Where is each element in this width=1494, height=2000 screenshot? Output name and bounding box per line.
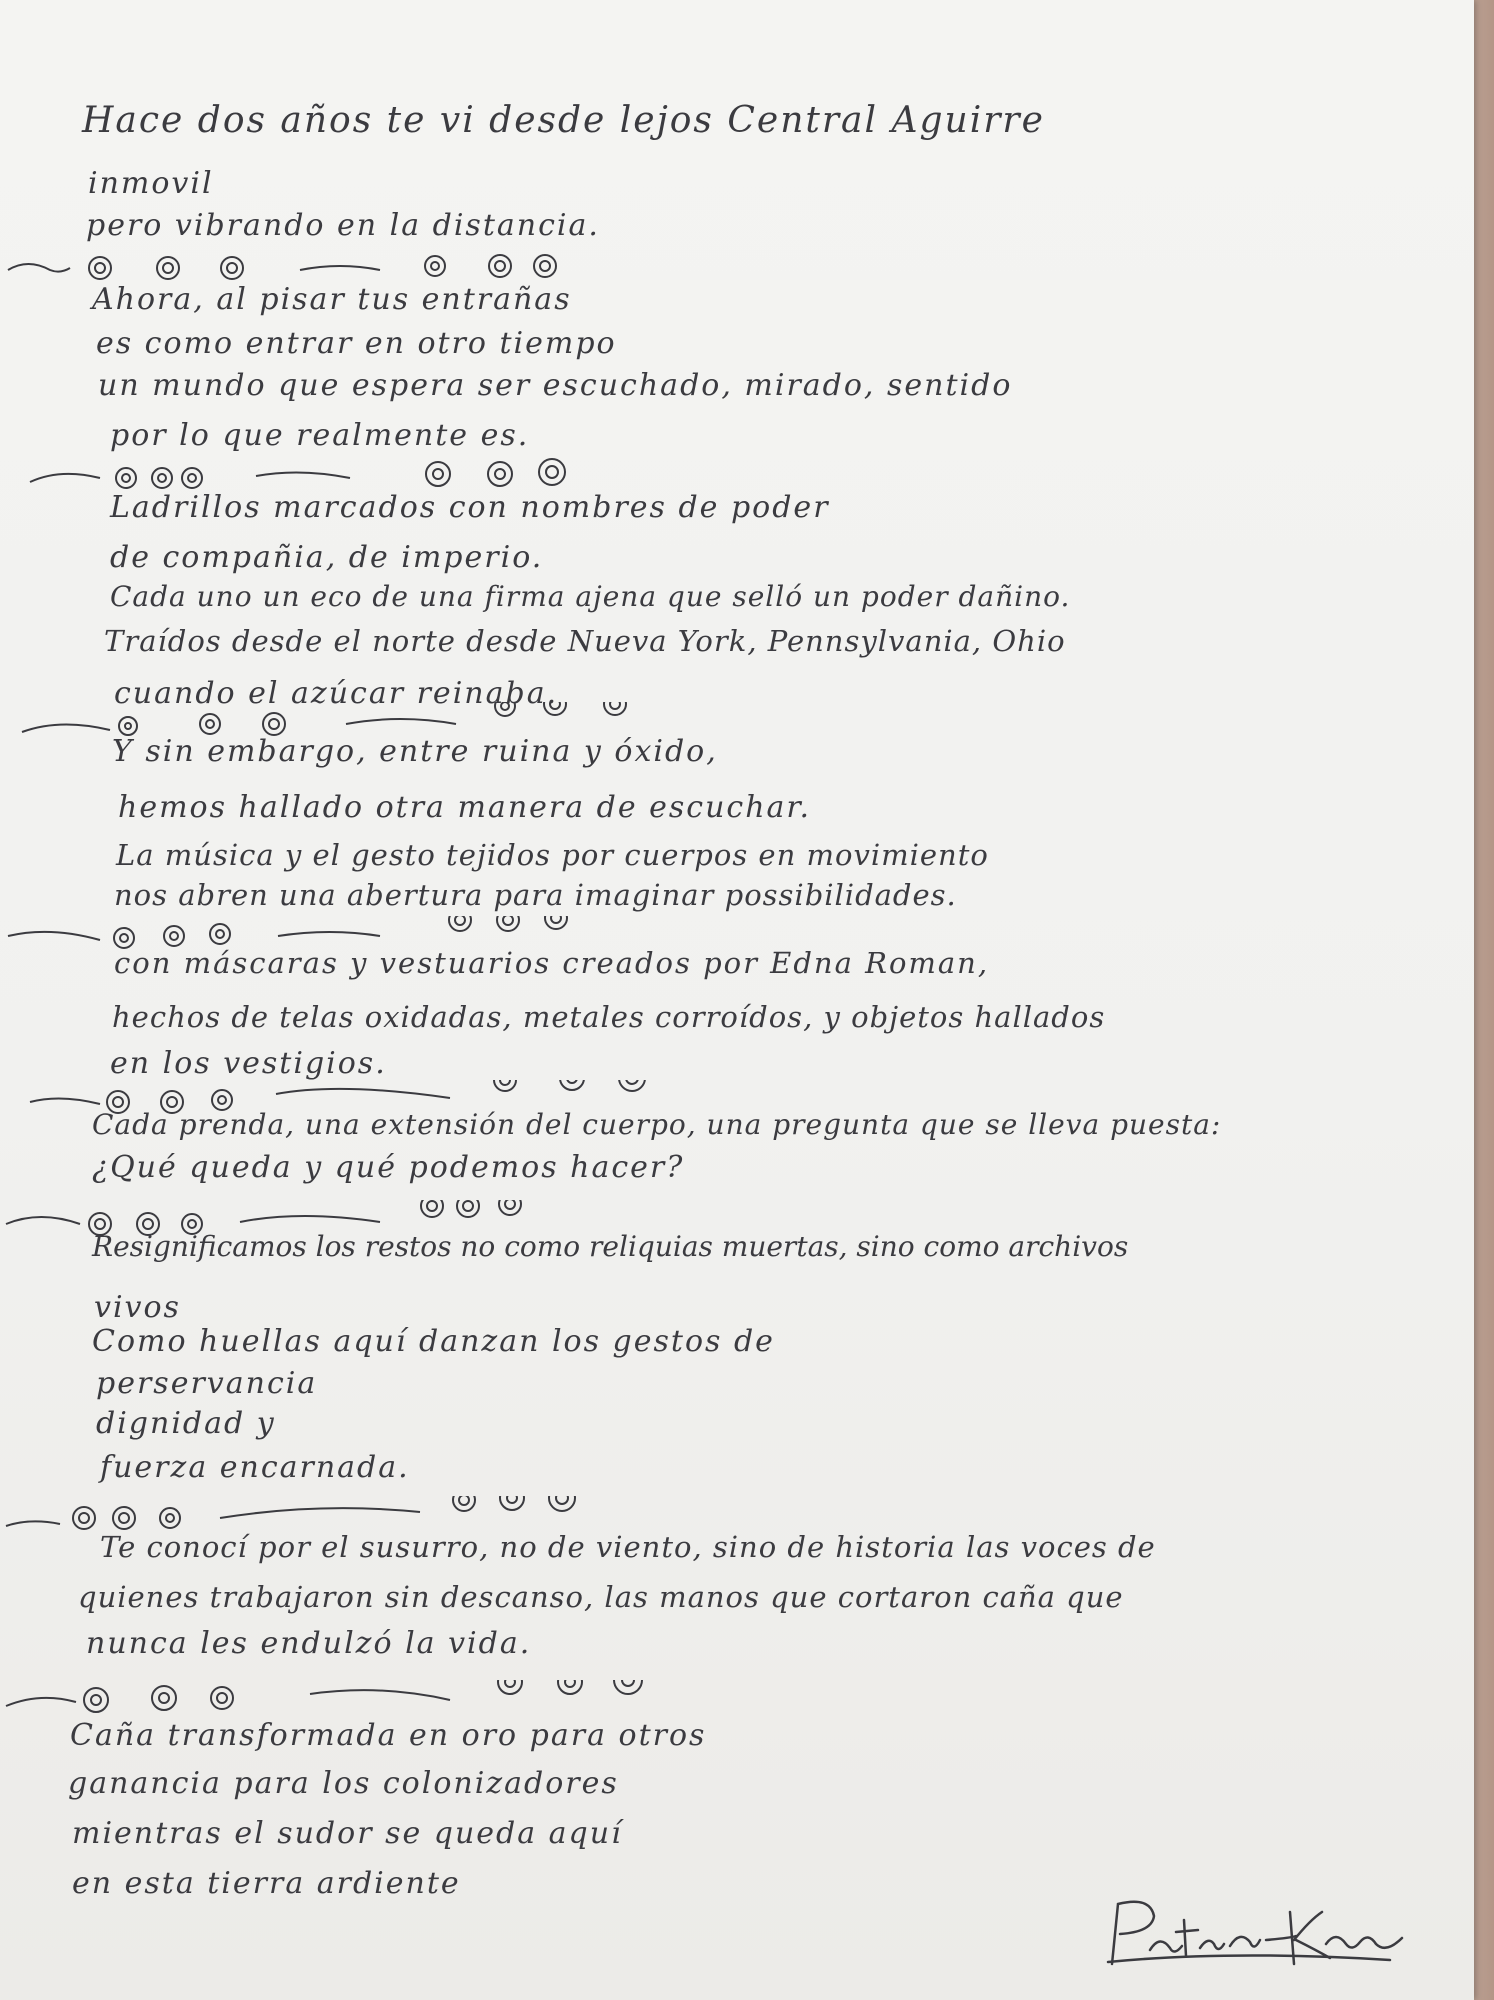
poem-line: mientras el sudor se queda aquí	[72, 1816, 623, 1851]
poem-line: cuando el azúcar reinaba.	[114, 676, 559, 711]
poem-line: perservancia	[96, 1366, 318, 1401]
poem-line: inmovil	[88, 166, 214, 201]
poem-line: por lo que realmente es.	[110, 418, 530, 453]
poem-line: hemos hallado otra manera de escuchar.	[118, 790, 812, 825]
poem-line: Te conocí por el susurro, no de viento, sino de historia las voces de	[100, 1530, 1156, 1564]
poem-line: vivos	[94, 1290, 181, 1325]
poem-line: Resignificamos los restos no como reliquias muertas, sino como archivos	[92, 1230, 1129, 1263]
poem-line: fuerza encarnada.	[100, 1450, 410, 1485]
handwritten-signature	[1090, 1890, 1410, 1980]
poem-line: Como huellas aquí danzan los gestos de	[92, 1324, 775, 1359]
poem-line: con máscaras y vestuarios creados por Edna Roman,	[114, 946, 990, 980]
poem-line: en esta tierra ardiente	[72, 1866, 461, 1901]
poem-line: hechos de telas oxidadas, metales corroídos, y objetos hallados	[112, 1000, 1106, 1034]
poem-line: de compañia, de imperio.	[110, 540, 544, 575]
poem-line: ¿Qué queda y qué podemos hacer?	[92, 1150, 685, 1185]
poem-line: en los vestigios.	[110, 1046, 387, 1081]
poem-line: Cada uno un eco de una firma ajena que selló un poder dañino.	[110, 580, 1071, 613]
poem-line: Ahora, al pisar tus entrañas	[92, 282, 572, 317]
poem-line: ganancia para los colonizadores	[68, 1766, 619, 1801]
poem-line: pero vibrando en la distancia.	[86, 208, 600, 243]
poem-line: nos abren una abertura para imaginar possibilidades.	[114, 878, 957, 912]
poem-line: un mundo que espera ser escuchado, mirado, sentido	[98, 368, 1013, 403]
poem-line: Ladrillos marcados con nombres de poder	[110, 490, 830, 525]
signature-icon	[1090, 1890, 1410, 1980]
poem-line: nunca les endulzó la vida.	[86, 1626, 532, 1661]
poem-line: Cada prenda, una extensión del cuerpo, una pregunta que se lleva puesta:	[92, 1108, 1222, 1141]
spiral-separator	[0, 1680, 1474, 1720]
spiral-doodle-icon	[0, 1680, 1474, 1720]
poem-line: quienes trabajaron sin descanso, las manos que cortaron caña que	[78, 1580, 1124, 1614]
poem-line: Traídos desde el norte desde Nueva York, Pennsylvania, Ohio	[104, 624, 1066, 658]
poem-line: Caña transformada en oro para otros	[70, 1718, 707, 1753]
poem-line: es como entrar en otro tiempo	[96, 326, 617, 361]
poem-line: dignidad y	[96, 1406, 276, 1441]
poem-line: La música y el gesto tejidos por cuerpos en movimiento	[116, 838, 989, 872]
poem-line: Y sin embargo, entre ruina y óxido,	[112, 734, 718, 769]
poem-line: Hace dos años te vi desde lejos Central Aguirre	[82, 100, 1045, 141]
